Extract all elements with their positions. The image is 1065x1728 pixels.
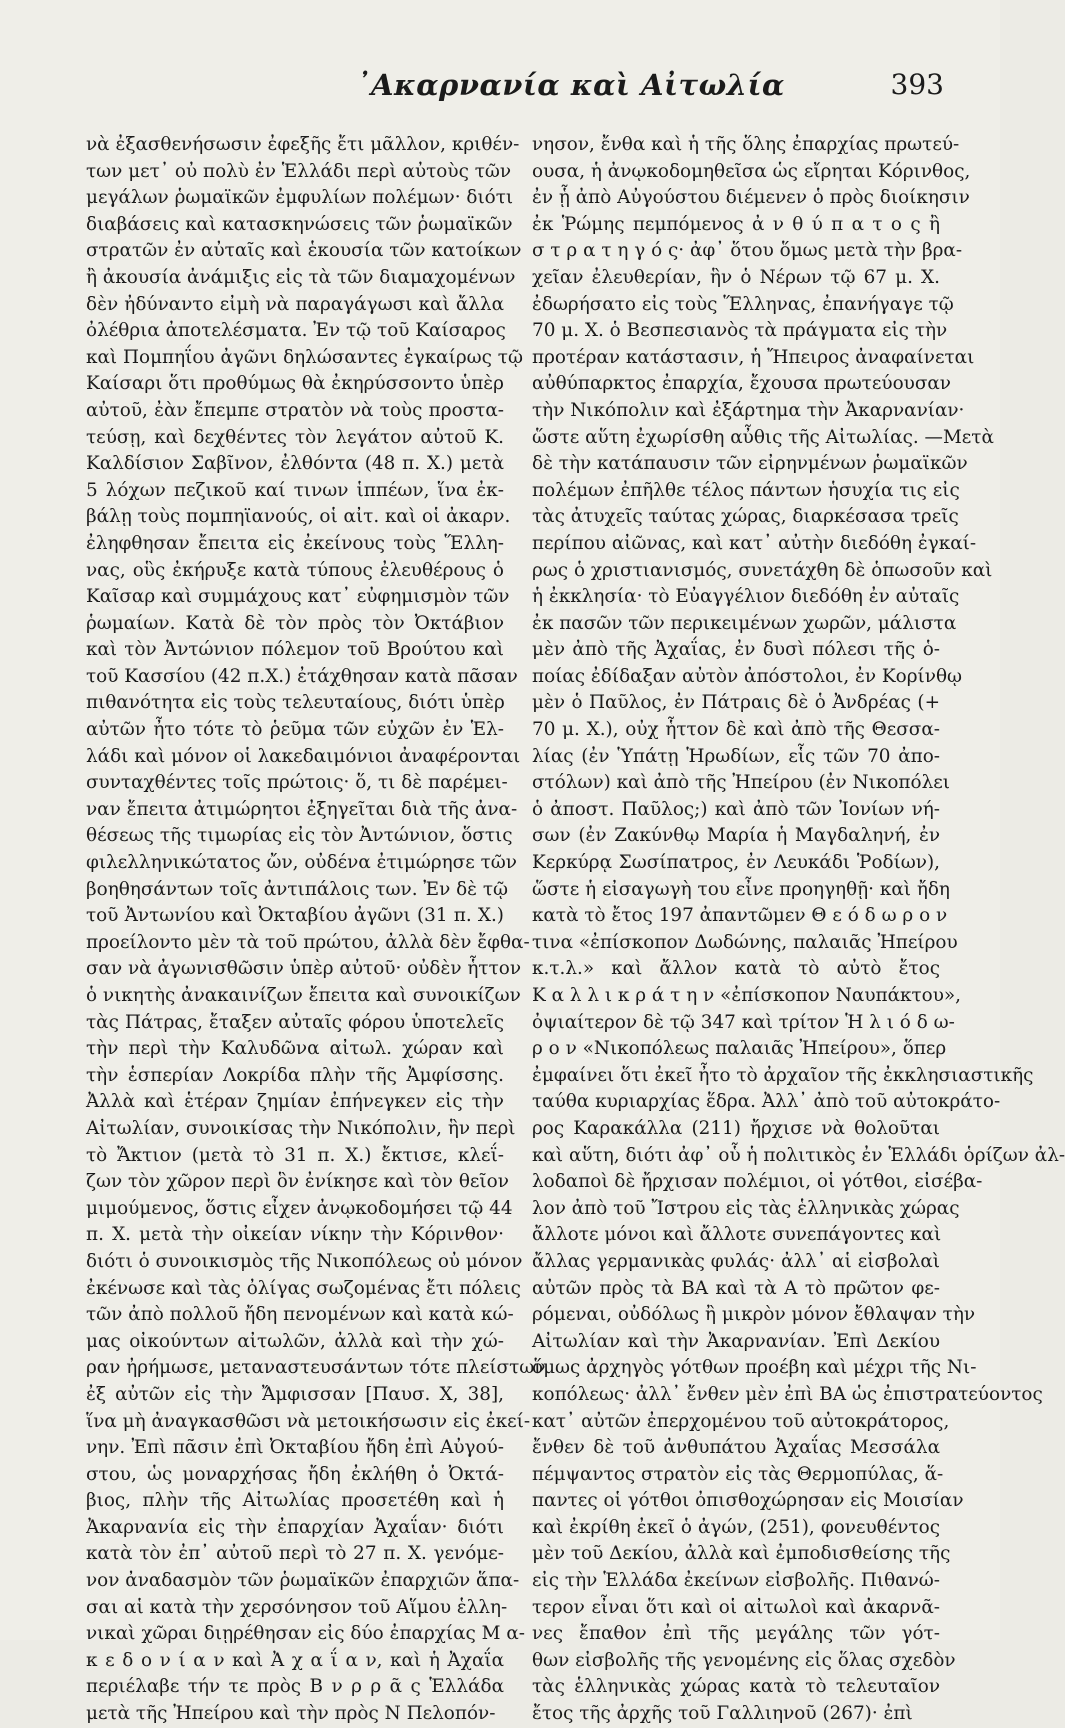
text-line: τὴν Νικόπολιν καὶ ἐξάρτημα τὴν Ἀκαρνανίαν·: [532, 399, 965, 421]
text-line: Ἀλλὰ καὶ ἑτέραν ζημίαν ἐπήνεγκεν εἰς τὴν: [86, 1091, 504, 1113]
text-line: ἐδωρήσατο εἰς τοὺς Ἕλληνας, ἐπανήγαγε τῷ: [532, 293, 954, 315]
text-line: περιέλαβε τήν τε πρὸς Β ν ρ ρ ᾶ ς Ἑλλάδα: [86, 1676, 504, 1698]
left-text-column: [86, 132, 546, 1728]
text-line: τὴν ἑσπερίαν Λοκρίδα πλὴν τῆς Ἀμφίσσης.: [86, 1064, 504, 1086]
text-line: βιος, πλὴν τῆς Αἰτωλίας προσετέθη καὶ ἡ: [86, 1490, 504, 1512]
text-line: διαβάσεις καὶ κατασκηνώσεις τῶν ῥωμαϊκῶν: [86, 213, 513, 235]
text-line: σων (ἐν Ζακύνθῳ Μαρία ἡ Μαγδαληνή, ἐν: [532, 825, 940, 847]
text-line: κατ᾽ αὐτῶν ἐπερχομένου τοῦ αὐτοκράτορος,: [532, 1410, 950, 1432]
text-line: νικαὶ χῶραι διῃρέθησαν εἰς δύο ἐπαρχίας Μ α-: [86, 1623, 525, 1645]
text-line: ἐκ πασῶν τῶν περικειμένων χωρῶν, μάλιστα: [532, 612, 957, 634]
text-line: ρος Καρακάλλα (211) ἤρχισε νὰ θολοῦται: [532, 1117, 940, 1139]
text-line: ρ ο ν «Νικοπόλεως παλαιᾶς Ἠπείρου», ὅπερ: [532, 1038, 947, 1060]
text-line: κ.τ.λ.» καὶ ἄλλον κατὰ τὸ αὐτὸ ἔτος: [532, 958, 940, 980]
text-line: τινα «ἐπίσκοπον Δωδώνης, παλαιᾶς Ἠπείρου: [532, 931, 958, 953]
text-line: ποίας ἐδίδαξαν αὐτὸν ἀπόστολοι, ἐν Κορίνθῳ: [532, 665, 963, 687]
text-line: ἐμφαίνει ὅτι ἐκεῖ ἦτο τὸ ἀρχαῖον τῆς ἐκκλησιαστικῆς: [532, 1064, 1034, 1086]
text-line: λίας (ἐν Ὑπάτῃ Ἡρωδίων, εἷς τῶν 70 ἀπο-: [532, 745, 940, 767]
text-line: ἄλλας γερμανικὰς φυλάς· ἀλλ᾽ αἱ εἰσβολαὶ: [532, 1250, 940, 1272]
text-line: θων εἰσβολῆς τῆς γενομένης εἰς ὅλας σχεδὸν: [532, 1649, 956, 1671]
text-line: π. Χ. μετὰ τὴν οἰκείαν νίκην τὴν Κόρινθον·: [86, 1224, 504, 1246]
text-line: μετὰ τῆς Ἠπείρου καὶ τὴν πρὸς Ν Πελοπόν-: [86, 1703, 496, 1725]
text-line: προείλοντο μὲν τὰ τοῦ πρώτου, ἀλλὰ δὲν ἔφθα-: [86, 931, 530, 953]
text-line: ἐκ Ῥώμης πεμπόμενος ἀ ν θ ύ π α τ ο ς ἢ: [532, 213, 940, 235]
text-line: νὰ ἐξασθενήσωσιν ἐφεξῆς ἔτι μᾶλλον, κριθέν-: [86, 134, 520, 155]
text-line: Καῖσαρ καὶ συμμάχους κατ᾽ εὐφημισμὸν τῶν: [86, 586, 510, 608]
text-line: Καλδίσιον Σαβῖνον, ἐλθόντα (48 π. Χ.) μετὰ: [86, 453, 504, 475]
text-line: κοπόλεως· ἀλλ᾽ ἔνθεν μὲν ἐπὶ ΒΑ ὡς ἐπιστρατεύοντος: [532, 1383, 1043, 1405]
text-line: λάδι καὶ μόνον οἱ λακεδαιμόνιοι ἀναφέρονται: [86, 745, 521, 767]
text-line: ἐληφθησαν ἔπειτα εἰς ἐκείνους τοὺς Ἕλλη-: [86, 532, 504, 554]
text-line: αὐτῶν πρὸς τὰ ΒΑ καὶ τὰ Α τὸ πρῶτον φε-: [532, 1277, 940, 1299]
text-line: χεῖαν ἐλευθερίαν, ἣν ὁ Νέρων τῷ 67 μ. Χ.: [532, 266, 940, 288]
text-line: ἄλλοτε μόνοι καὶ ἄλλοτε συνεπάγοντες καὶ: [532, 1224, 942, 1246]
text-line: κατὰ τὸ ἔτος 197 ἀπαντῶμεν Θ ε ό δ ω ρ ο ν: [532, 905, 948, 927]
text-line: πέμψαντος στρατὸν εἰς τὰς Θερμοπύλας, ἅ-: [532, 1463, 944, 1485]
text-line: καὶ Πομπηΐου ἀγῶνι δηλώσαντες ἐγκαίρως τῷ: [86, 346, 523, 368]
text-line: κ ε δ ο ν ί α ν καὶ Ἀ χ α ΐ α ν, καὶ ἡ Ἀχαΐα: [86, 1649, 504, 1671]
text-line: ἔνθεν δὲ τοῦ ἀνθυπάτου Ἀχαΐας Μεσσάλα: [532, 1437, 940, 1459]
text-line: σαν νὰ ἀγωνισθῶσιν ὑπὲρ αὐτοῦ· οὐδὲν ἧττον: [86, 958, 521, 980]
text-line: εἰς τὴν Ἑλλάδα ἐκείνων εἰσβολῆς. Πιθανώ-: [532, 1570, 940, 1592]
text-line: ὀλέθρια ἀποτελέσματα. Ἐν τῷ τοῦ Καίσαρος: [86, 320, 506, 342]
text-line: στρατῶν ἐν αὐταῖς καὶ ἑκουσία τῶν κατοίκων: [86, 240, 522, 262]
text-line: μὲν τοῦ Δεκίου, ἀλλὰ καὶ ἐμποδισθείσης τῆς: [532, 1543, 951, 1565]
text-line: νας, οὓς ἐκήρυξε κατὰ τύπους ἐλευθέρους ὁ: [86, 559, 504, 581]
text-line: τοῦ Κασσίου (42 π.Χ.) ἐτάχθησαν κατὰ πᾶσαν: [86, 665, 518, 687]
text-line: καὶ τὸν Ἀντώνιον πόλεμον τοῦ Βρούτου καὶ: [86, 639, 504, 661]
running-title: ᾽Ακαρνανία καὶ Αἰτωλία: [356, 68, 785, 102]
text-line: μὲν ἀπὸ τῆς Ἀχαΐας, ἐν δυσὶ πόλεσι τῆς ὁ-: [532, 639, 940, 661]
text-line: ταύθα κυριαρχίας ἕδρα. Ἀλλ᾽ ἀπὸ τοῦ αὐτοκράτο-: [532, 1091, 1001, 1113]
text-line: τεύσῃ, καὶ δεχθέντες τὸν λεγάτον αὐτοῦ Κ.: [86, 426, 504, 448]
text-line: τερον εἶναι ὅτι καὶ οἱ αἰτωλοὶ καὶ ἀκαρνᾶ-: [532, 1596, 940, 1618]
text-line: στου, ὡς μοναρχήσας ἤδη ἐκλήθη ὁ Ὀκτά-: [86, 1463, 504, 1485]
text-line: παντες οἱ γότθοι ὀπισθοχώρησαν εἰς Μοισίαν: [532, 1490, 964, 1512]
text-line: ἡ ἐκκλησία· τὸ Εὐαγγέλιον διεδόθη ἐν αὐταῖς: [532, 586, 960, 608]
text-line: ἔτος τῆς ἀρχῆς τοῦ Γαλλιηνοῦ (267)· ἐπὶ: [532, 1703, 913, 1725]
page-header: [0, 62, 1000, 102]
text-line: ζων τὸν χῶρον περὶ ὃν ἐνίκησε καὶ τὸν θεῖον: [86, 1171, 509, 1193]
text-line: τὰς Πάτρας, ἔταξεν αὐταῖς φόρου ὑποτελεῖς: [86, 1011, 504, 1033]
text-line: νον ἀναδασμὸν τῶν ῥωμαϊκῶν ἐπαρχιῶν ἅπα-: [86, 1570, 520, 1592]
text-line: βάλῃ τοὺς πομπηϊανούς, οἱ αἰτ. καὶ οἱ ἀκαρν.: [86, 506, 511, 528]
text-line: νες ἔπαθον ἐπὶ τῆς μεγάλης τῶν γότ-: [532, 1623, 940, 1645]
text-line: ρως ὁ χριστιανισμός, συνετάχθη δὲ ὁπωσοῦν καὶ: [532, 559, 993, 581]
text-line: τῶν ἀπὸ πολλοῦ ἤδη πενομένων καὶ κατὰ κώ-: [86, 1304, 514, 1326]
text-line: Ἀκαρνανία εἰς τὴν ἐπαρχίαν Ἀχαΐαν· διότι: [86, 1516, 504, 1538]
text-line: ὁ νικητὴς ἀνακαινίζων ἔπειτα καὶ συνοικίζων: [86, 985, 521, 1006]
text-line: Κερκύρᾳ Σωσίπατρος, ἐν Λευκάδι Ῥοδίων),: [532, 852, 940, 874]
text-line: Αἰτωλίαν, συνοικίσας τὴν Νικόπολιν, ἣν περὶ: [86, 1117, 516, 1139]
text-line: ἐξ αὐτῶν εἰς τὴν Ἄμφισσαν [Παυσ. Χ, 38],: [86, 1383, 504, 1405]
text-line: ρόμεναι, οὐδόλως ἢ μικρὸν μόνον ἔθλαψαν τὴν: [532, 1304, 976, 1326]
text-line: ουσα, ἡ ἀνῳκοδομηθεῖσα ὡς εἴρηται Κόρινθος,: [532, 160, 971, 182]
text-line: ἢ ἀκουσία ἀνάμιξις εἰς τὰ τῶν διαμαχομένων: [86, 266, 516, 288]
text-line: λοδαποὶ δὲ ἤρχισαν πολέμιοι, οἱ γότθοι, εἰσέβα-: [532, 1171, 983, 1193]
text-line: τὴν περὶ τὴν Καλυδῶνα αἰτωλ. χώραν καὶ: [86, 1038, 504, 1060]
text-line: διότι ὁ συνοικισμὸς τῆς Νικοπόλεως οὐ μόνον: [86, 1250, 523, 1272]
text-line: λον ἀπὸ τοῦ Ἴστρου εἰς τὰς ἑλληνικὰς χώρας: [532, 1197, 960, 1219]
text-line: νησον, ἔνθα καὶ ἡ τῆς ὅλης ἐπαρχίας πρωτεύ-: [532, 134, 960, 155]
text-line: μας οἰκούντων αἰτωλῶν, ἀλλὰ καὶ τὴν χώ-: [86, 1330, 504, 1352]
text-line: ὥστε αὕτη ἐχωρίσθη αὖθις τῆς Αἰτωλίας. —Μετὰ: [532, 426, 994, 448]
text-line: δὲ τὴν κατάπαυσιν τῶν εἰρηνμένων ῥωμαϊκῶν: [532, 453, 968, 475]
text-line: ἐκένωσε καὶ τὰς ὀλίγας σωζομένας ἔτι πόλεις: [86, 1277, 521, 1299]
text-line: θέσεως τῆς τιμωρίας εἰς τὸν Ἀντώνιον, ὅστις: [86, 825, 513, 847]
text-line: σαι αἱ κατὰ τὴν χερσόνησον τοῦ Αἵμου ἑλλη-: [86, 1596, 508, 1618]
text-line: κατὰ τὸν ἐπ᾽ αὐτοῦ περὶ τὸ 27 π. Χ. γενόμε-: [86, 1543, 504, 1565]
text-line: βοηθησάντων τοῖς ἀντιπάλοις των. Ἐν δὲ τῷ: [86, 878, 509, 900]
text-line: Καίσαρι ὅτι προθύμως θὰ ἐκηρύσσοντο ὑπὲρ: [86, 373, 504, 395]
text-line: αὐθύπαρκτος ἐπαρχία, ἔχουσα πρωτεύουσαν: [532, 373, 951, 395]
text-line: ὅμως ἀρχηγὸς γότθων προέβη καὶ μέχρι τῆς Νι-: [532, 1357, 977, 1379]
text-line: καὶ ἐκρίθη ἐκεῖ ὁ ἀγών, (251), φονευθέντος: [532, 1516, 940, 1538]
text-line: φιλελληνικώτατος ὤν, οὐδένα ἐτιμώρησε τῶν: [86, 852, 517, 874]
text-line: μὲν ὁ Παῦλος, ἐν Πάτραις δὲ ὁ Ἀνδρέας (+: [532, 692, 940, 714]
text-line: συνταχθέντες τοῖς πρώτοις· ὅ, τι δὲ παρέμει-: [86, 772, 508, 794]
text-line: ῥωμαίων. Κατὰ δὲ τὸν πρὸς τὸν Ὀκτάβιον: [86, 612, 504, 634]
text-line: καὶ αὕτη, διότι ἀφ᾽ οὗ ἡ πολιτικὸς ἐν Ἑλλάδι ὁρίζων ἀλ-: [532, 1144, 1065, 1166]
text-line: Αἰτωλίαν καὶ τὴν Ἀκαρνανίαν. Ἐπὶ Δεκίου: [532, 1330, 940, 1352]
text-line: δὲν ἠδύναντο εἰμὴ νὰ παραγάγωσι καὶ ἄλλα: [86, 293, 504, 315]
text-line: 70 μ. Χ.), οὐχ ἧττον δὲ καὶ ἀπὸ τῆς Θεσσα-: [532, 719, 940, 741]
text-line: σ τ ρ α τ η γ ό ς· ἀφ᾽ ὅτου ὅμως μετὰ τὴν βρα-: [532, 240, 963, 262]
text-line: 70 μ. Χ. ὁ Βεσπεσιανὸς τὰ πράγματα εἰς τὴν: [532, 320, 948, 342]
text-line: ὁ ἀποστ. Παῦλος;) καὶ ἀπὸ τῶν Ἰονίων νή-: [532, 798, 940, 820]
text-line: αὐτῶν ἦτο τότε τὸ ῥεῦμα τῶν εὐχῶν ἐν Ἑλ-: [86, 719, 504, 741]
text-line: ναν ἔπειτα ἀτιμώρητοι ἐξηγεῖται διὰ τῆς ἀνα-: [86, 798, 518, 820]
text-line: μεγάλων ῥωμαϊκῶν ἐμφυλίων πολέμων· διότι: [86, 187, 514, 209]
text-line: στόλων) καὶ ἀπὸ τῆς Ἠπείρου (ἐν Νικοπόλει: [532, 772, 950, 794]
text-line: νην. Ἐπὶ πᾶσιν ἐπὶ Ὀκταβίου ἤδη ἐπὶ Αὐγού-: [86, 1437, 504, 1459]
text-line: τοῦ Ἀντωνίου καὶ Ὀκταβίου ἀγῶνι (31 π. Χ.): [86, 905, 504, 927]
text-line: των μετ᾽ οὐ πολὺ ἐν Ἑλλάδι περὶ αὐτοὺς τῶν: [86, 160, 512, 182]
text-line: τὰς ἑλληνικὰς χώρας κατὰ τὸ τελευταῖον: [532, 1676, 940, 1698]
text-line: ἵνα μὴ ἀναγκασθῶσι νὰ μετοικήσωσιν εἰς ἐκεί-: [86, 1410, 531, 1432]
text-line: πιθανότητα εἰς τοὺς τελευταίους, διότι ὑπὲρ: [86, 692, 505, 714]
text-line: ὥστε ἡ εἰσαγωγὴ του εἶνε προηγηθῇ· καὶ ἤδη: [532, 878, 950, 900]
text-line: τὸ Ἄκτιον (μετὰ τὸ 31 π. Χ.) ἔκτισε, κλεΐ-: [86, 1144, 504, 1166]
text-line: μιμούμενος, ὅστις εἶχεν ἀνῳκοδομήσει τῷ 44: [86, 1197, 513, 1219]
right-text-column: [532, 132, 1065, 1728]
text-line: ἐν ᾗ ἀπὸ Αὐγούστου διέμενεν ὁ πρὸς διοίκησιν: [532, 187, 970, 209]
text-line: ραν ἠρήμωσε, μεταναστευσάντων τότε πλείστων: [86, 1357, 546, 1379]
text-line: αὐτοῦ, ἐὰν ἔπεμπε στρατὸν νὰ τοὺς προστα-: [86, 399, 504, 421]
text-line: 5 λόχων πεζικοῦ καί τινων ἱππέων, ἵνα ἐκ-: [86, 479, 504, 501]
text-line: Κ α λ λ ι κ ρ ά τ η ν «ἐπίσκοπον Ναυπάκτου»,: [532, 985, 962, 1006]
text-line: περίπου αἰῶνας, καὶ κατ᾽ αὐτὴν διεδόθη ἐγκαί-: [532, 532, 977, 554]
text-line: πολέμων ἐπῆλθε τέλος πάντων ἡσυχία τις εἰς: [532, 479, 960, 501]
page-number: 393: [890, 68, 944, 101]
text-line: προτέραν κατάστασιν, ἡ Ἤπειρος ἀναφαίνεται: [532, 346, 975, 368]
text-line: ὀψιαίτερον δὲ τῷ 347 καὶ τρίτον Ἡ λ ι ό δ ω-: [532, 1011, 955, 1033]
text-line: τὰς ἀτυχεῖς ταύτας χώρας, διαρκέσασα τρεῖς: [532, 506, 959, 528]
